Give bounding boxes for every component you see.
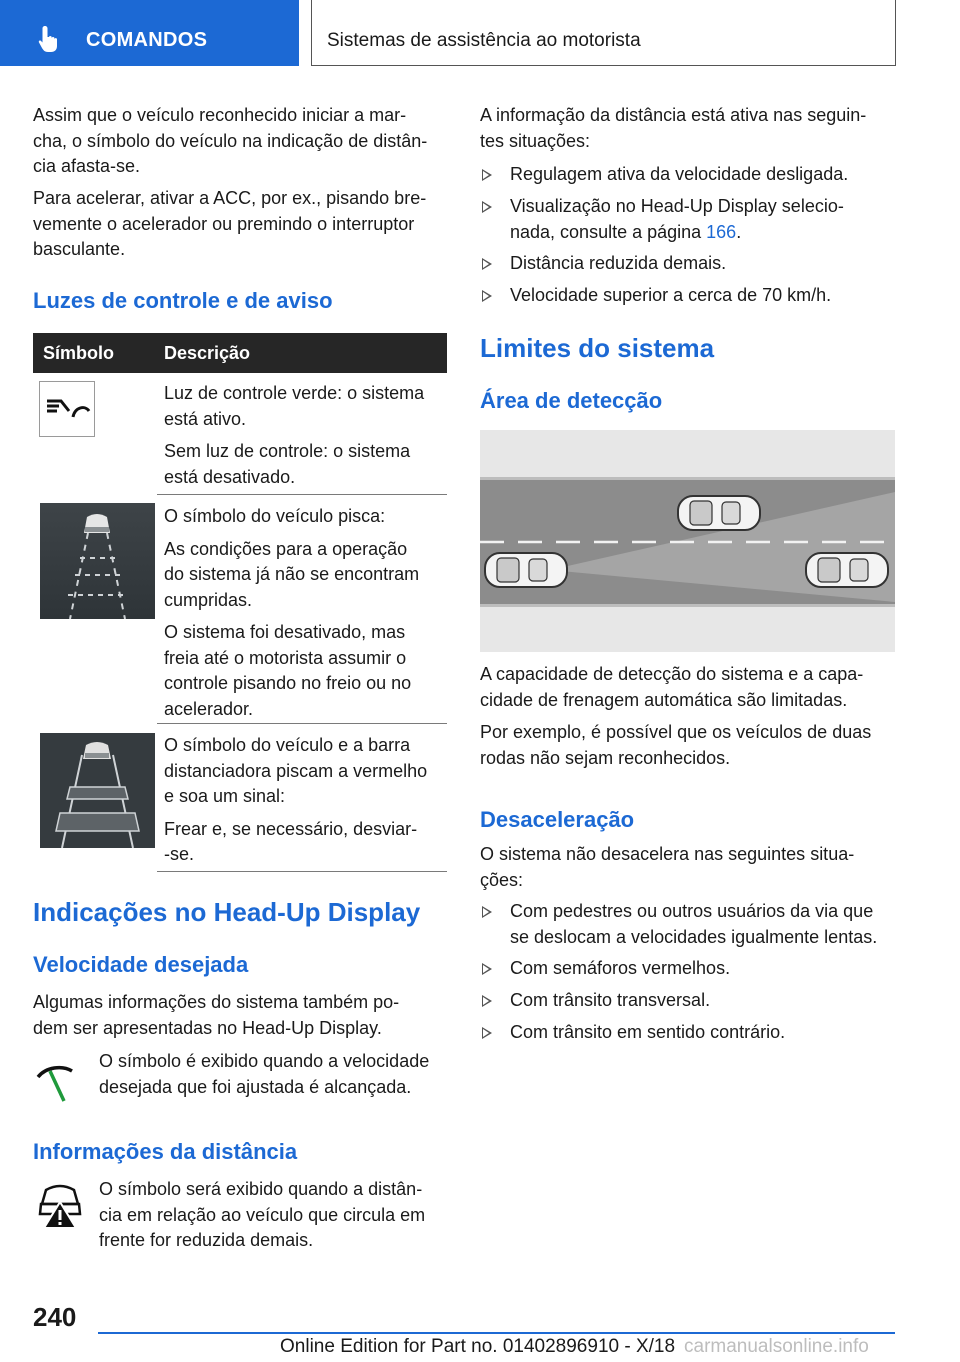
desired-speed-icon <box>36 1059 92 1103</box>
section-title: COMANDOS <box>86 29 208 51</box>
bullet-triangle-icon <box>482 290 492 302</box>
table-header <box>33 333 447 373</box>
intro-paragraph-2: Para acelerar, ativar a ACC, por ex., pisando bre- vemente o acelerador ou premindo o interruptor basculante. <box>33 188 427 259</box>
heading-distance-info: Informações da distância <box>33 1139 298 1164</box>
intro-paragraph-1: Assim que o veículo reconhecido iniciar a mar- cha, o símbolo do veículo na indicação de distân- cia afasta-se. <box>33 105 428 176</box>
section-tab <box>0 0 299 66</box>
bullet-triangle-icon <box>482 258 492 270</box>
detection-paragraph-2: Por exemplo, é possível que os veículos de duas rodas não sejam reconhecidos. <box>480 722 872 768</box>
hand-pointer-icon <box>36 24 66 54</box>
watermark: carmanualsonline.info <box>684 1336 869 1357</box>
detection-area-illustration <box>480 430 895 652</box>
page-number: 240 <box>33 1302 77 1332</box>
list-item: Visualização no Head-Up Display selecio- nada, consulte a página 166. <box>482 194 896 246</box>
edition-text: Online Edition for Part no. 01402896910 - X/18 <box>280 1336 676 1357</box>
distance-active-paragraph: A informação da distância está ativa nas seguin- tes situações: <box>480 105 867 151</box>
bullet-triangle-icon <box>482 995 492 1007</box>
vehicle-warning-icon <box>36 1182 84 1230</box>
table-row-3-desc: O símbolo do veículo e a barra distanciadora piscam a vermelho e soa um sinal: Frear e, se necessário, desviar- -se. <box>164 735 428 864</box>
distance-icon-text: O símbolo será exibido quando a distân- cia em relação ao veículo que circula em frente for reduzida demais. <box>99 1179 426 1250</box>
vehicle-distance-bar-red-icon <box>40 733 155 848</box>
footer-divider <box>98 1332 895 1334</box>
heading-deceleration: Desaceleração <box>480 807 635 832</box>
heading-detection-area: Área de detecção <box>480 388 663 413</box>
desired-speed-paragraph: Algumas informações do sistema também po- dem ser apresentadas no Head-Up Display. <box>33 992 400 1038</box>
heading-lights: Luzes de controle e de aviso <box>33 288 333 313</box>
page-link[interactable]: 166 <box>706 221 737 242</box>
table-divider <box>157 494 447 495</box>
bullet-triangle-icon <box>482 201 492 213</box>
chapter-title: Sistemas de assistência ao motorista <box>327 30 641 51</box>
detection-paragraph-1: A capacidade de detecção do sistema e a capa- cidade de frenagem automática são limitadas. <box>480 664 864 710</box>
deceleration-paragraph: O sistema não desacelera nas seguintes situa- ções: <box>480 844 855 890</box>
bullet-triangle-icon <box>482 169 492 181</box>
heading-desired-speed: Velocidade desejada <box>33 952 249 977</box>
table-row-1-desc: Luz de controle verde: o sistema está ativo. Sem luz de controle: o sistema está desativado. <box>164 383 425 487</box>
heading-hud: Indicações no Head-Up Display <box>33 897 421 927</box>
acc-control-light-icon <box>39 381 95 437</box>
heading-system-limits: Limites do sistema <box>480 333 715 363</box>
vehicle-flash-icon <box>40 503 155 619</box>
desired-speed-icon-text: O símbolo é exibido quando a velocidade desejada que foi ajustada é alcançada. <box>99 1051 430 1097</box>
col-header-symbol: Símbolo <box>43 343 114 363</box>
bullet-triangle-icon <box>482 906 492 918</box>
bullet-triangle-icon <box>482 963 492 975</box>
list-item: Com pedestres ou outros usuários da via que se deslocam a velocidades igualmente lentas. <box>482 899 896 951</box>
table-divider <box>157 871 447 872</box>
bullet-triangle-icon <box>482 1027 492 1039</box>
chapter-tab <box>311 0 896 66</box>
col-header-description: Descrição <box>164 343 251 363</box>
table-row-2-desc: O símbolo do veículo pisca: As condições para a operação do sistema já não se encontram cumpridas. O sistema foi desativado, mas freia até o motorista assumir o controle pisando no freio ou no acelerador. <box>164 506 420 719</box>
table-divider <box>157 723 447 724</box>
